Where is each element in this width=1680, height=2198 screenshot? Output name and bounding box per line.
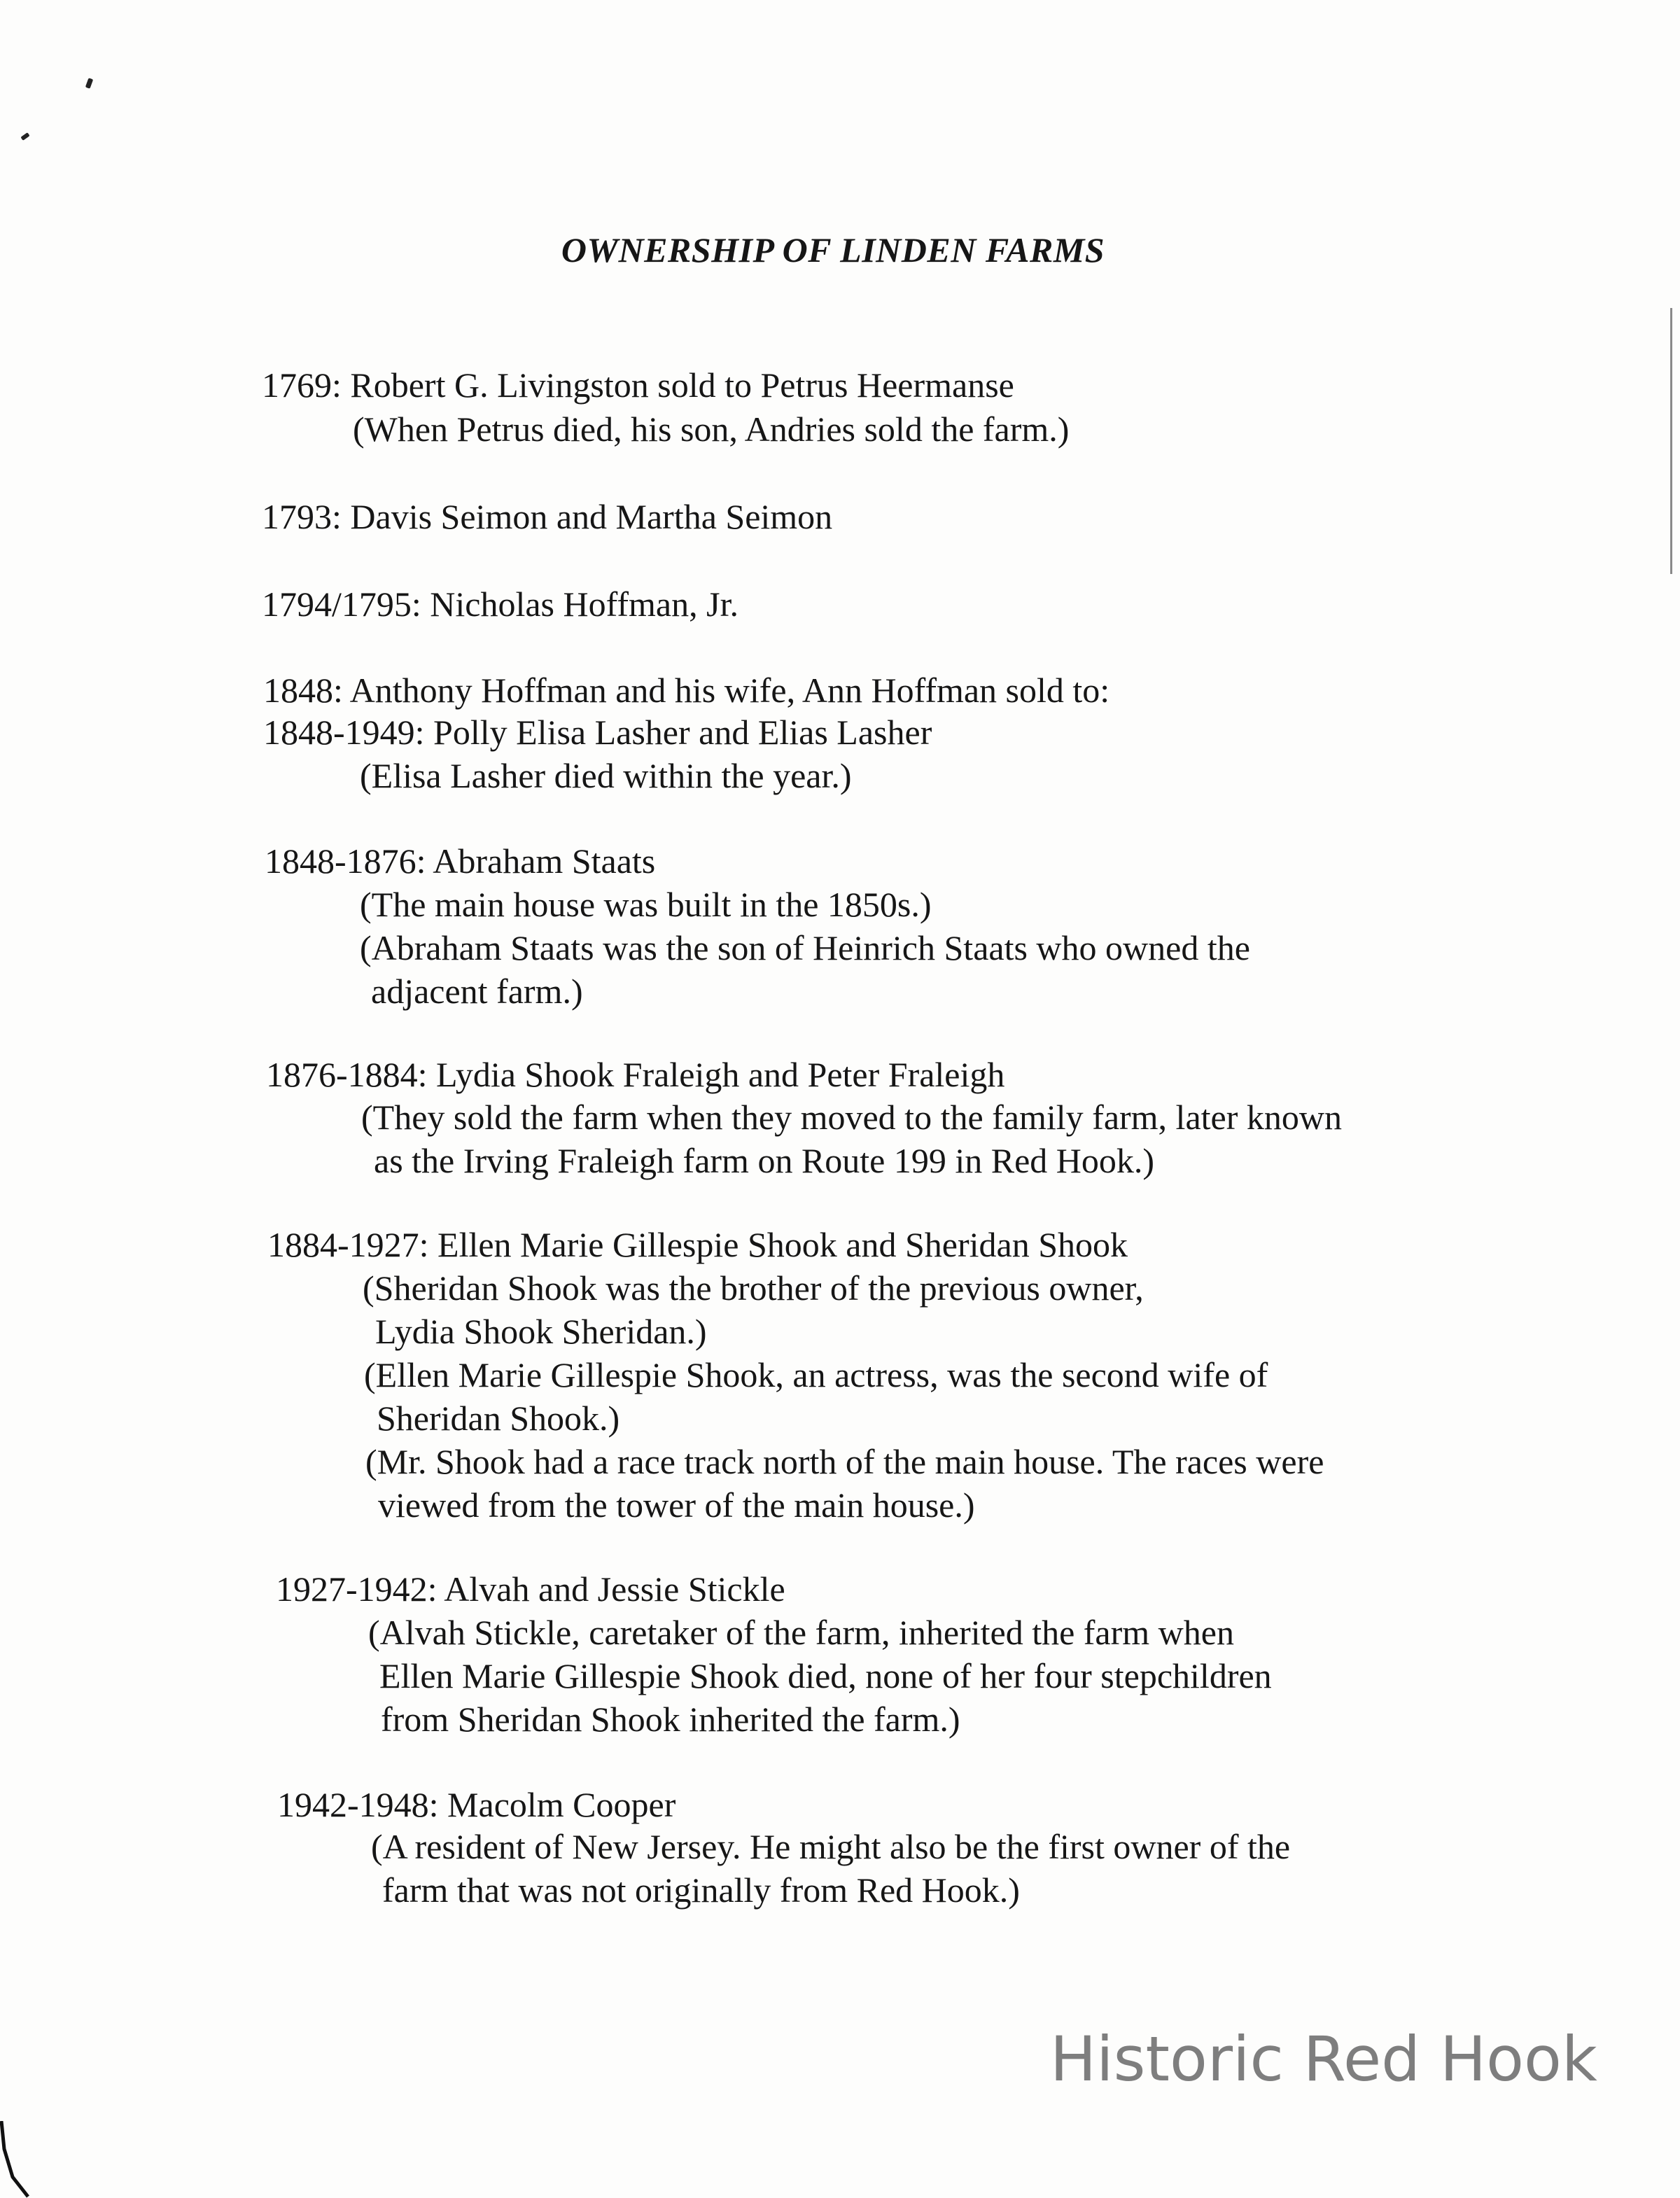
scan-edge (0, 2121, 42, 2198)
scan-edge (1670, 308, 1672, 574)
entry-heading: 1793: Davis Seimon and Martha Seimon (262, 497, 833, 536)
entry-heading: 1927-1942: Alvah and Jessie Stickle (276, 1569, 785, 1609)
entry-note: adjacent farm.) (371, 972, 583, 1011)
entry-note: as the Irving Fraleigh farm on Route 199 in Red Hook.) (374, 1141, 1155, 1180)
entry-note: (A resident of New Jersey. He might also be the first owner of the (371, 1827, 1291, 1866)
entry-note: (Sheridan Shook was the brother of the previous owner, (363, 1268, 1144, 1308)
entry-heading: 1942-1948: Macolm Cooper (277, 1785, 676, 1824)
entry-note: Lydia Shook Sheridan.) (375, 1312, 707, 1351)
entry-note: (Elisa Lasher died within the year.) (360, 756, 852, 795)
scan-speck (85, 78, 93, 89)
entry-heading: 1794/1795: Nicholas Hoffman, Jr. (262, 584, 738, 624)
entry-heading: 1876-1884: Lydia Shook Fraleigh and Peter Fraleigh (266, 1055, 1005, 1094)
entry-note: (Abraham Staats was the son of Heinrich Staats who owned the (360, 928, 1250, 967)
entry-heading: 1848-1876: Abraham Staats (265, 841, 656, 881)
entry-heading: 1769: Robert G. Livingston sold to Petrus Heermanse (262, 365, 1014, 405)
entry-note: (They sold the farm when they moved to the family farm, later known (361, 1098, 1342, 1137)
entry-note: Ellen Marie Gillespie Shook died, none of her four stepchildren (379, 1656, 1272, 1695)
document-title: OWNERSHIP OF LINDEN FARMS (561, 230, 1105, 270)
entry-note: viewed from the tower of the main house.) (378, 1485, 975, 1525)
entry-heading: 1884-1927: Ellen Marie Gillespie Shook and Sheridan Shook (267, 1225, 1128, 1264)
entry-note: (Alvah Stickle, caretaker of the farm, inherited the farm when (368, 1613, 1234, 1652)
scan-speck (20, 132, 29, 141)
entry-note: from Sheridan Shook inherited the farm.) (381, 1700, 960, 1739)
entry-note: (The main house was built in the 1850s.) (360, 885, 932, 924)
entry-note: (Ellen Marie Gillespie Shook, an actress, was the second wife of (364, 1355, 1268, 1394)
entry-note: (When Petrus died, his son, Andries sold the farm.) (353, 410, 1070, 449)
entry-note: farm that was not originally from Red Hook.) (382, 1870, 1020, 1910)
entry-heading: 1848: Anthony Hoffman and his wife, Ann Hoffman sold to: (263, 671, 1110, 710)
entry-note: (Mr. Shook had a race track north of the main house. The races were (365, 1442, 1324, 1481)
entry-heading: 1848-1949: Polly Elisa Lasher and Elias Lasher (263, 713, 932, 752)
watermark-text: Historic Red Hook (1050, 2023, 1597, 2095)
entry-note: Sheridan Shook.) (377, 1399, 620, 1438)
